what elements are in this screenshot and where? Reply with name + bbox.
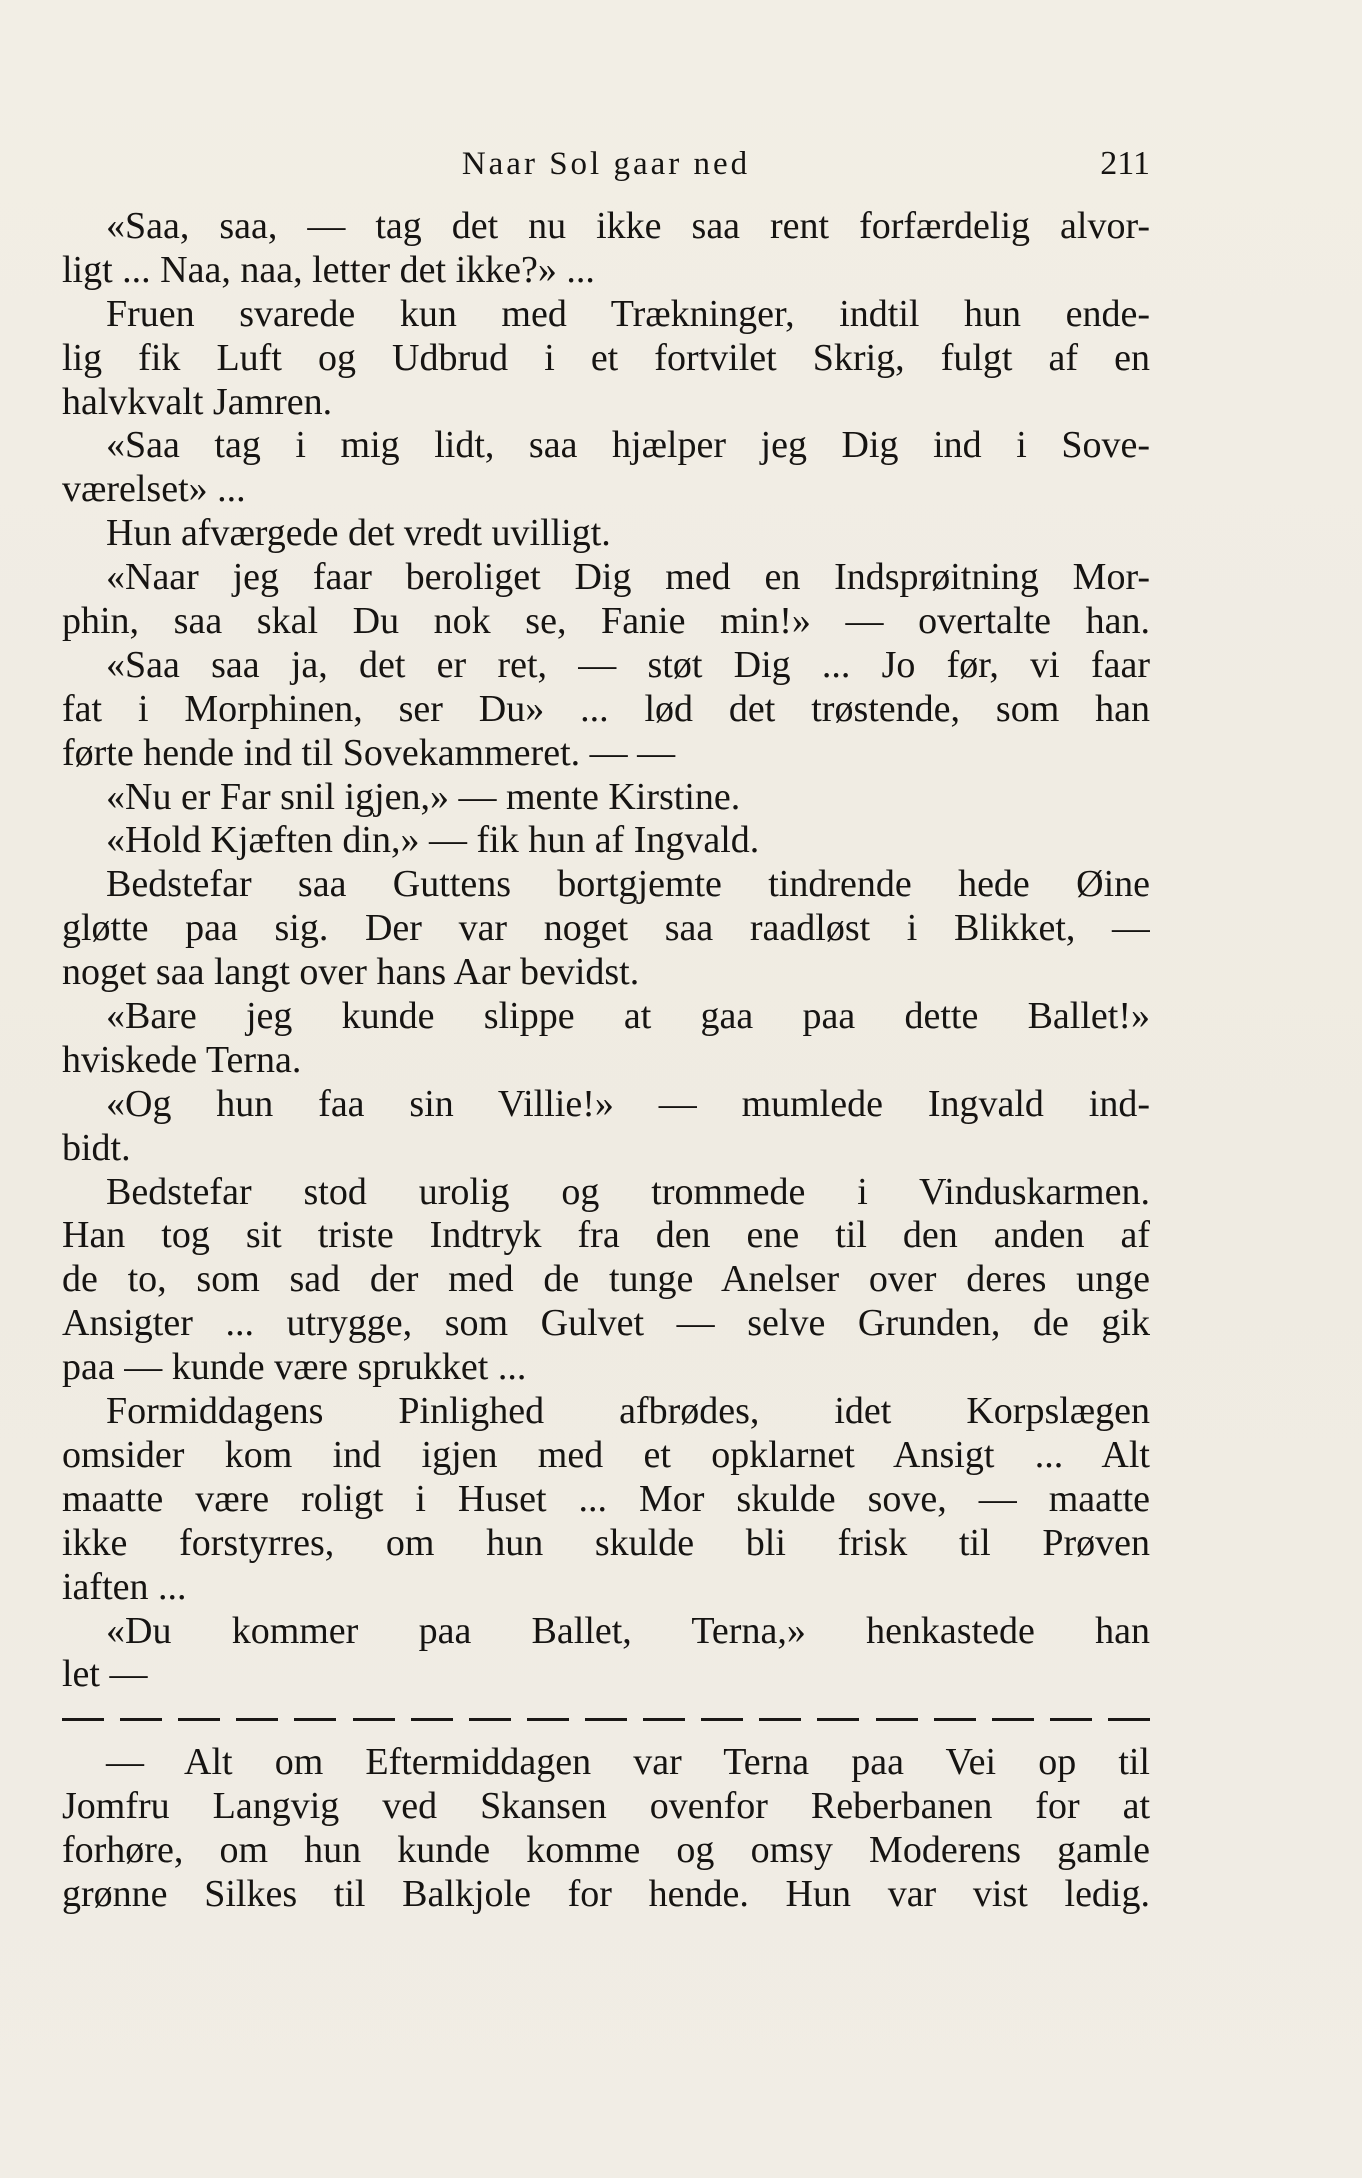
divider-dash xyxy=(353,1718,395,1721)
text-line: ligt ... Naa, naa, letter det ikke?» ... xyxy=(62,248,595,291)
divider-dash xyxy=(585,1718,627,1721)
divider-dash xyxy=(62,1718,104,1721)
text-line: fat i Morphinen, ser Du» ... lød det trøstende, som han xyxy=(62,687,1150,730)
running-head: Naar Sol gaar ned xyxy=(461,146,751,182)
text-line: iaften ... xyxy=(62,1565,187,1608)
text-line: værelset» ... xyxy=(62,468,246,511)
text-line: førte hende ind til Sovekammeret. — — xyxy=(62,731,676,774)
text-line: «Saa, saa, — tag det nu ikke saa rent forfærdelig alvor- xyxy=(106,205,1150,247)
divider-dash xyxy=(643,1718,685,1721)
text-line: noget saa langt over hans Aar bevidst. xyxy=(62,951,640,994)
text-line: gløtte paa sig. Der var noget saa raadløst i Blikket, — xyxy=(62,907,1150,950)
divider-dash xyxy=(1050,1718,1092,1721)
page-number: 211 xyxy=(1100,145,1150,182)
divider-dash xyxy=(294,1718,336,1721)
dashed-divider xyxy=(62,1697,1150,1741)
text-line: «Hold Kjæften din,» — fik hun af Ingvald. xyxy=(106,819,760,862)
divider-dash xyxy=(469,1718,511,1721)
text-line: Han tog sit triste Indtryk fra den ene til den anden af xyxy=(62,1214,1150,1257)
text-line: forhøre, om hun kunde komme og omsy Moderens gamle xyxy=(62,1828,1150,1871)
text-line: «Du kommer paa Ballet, Terna,» henkastede han xyxy=(106,1609,1150,1652)
divider-dash xyxy=(876,1718,918,1721)
text-line: Formiddagens Pinlighed afbrødes, idet Korpslægen xyxy=(106,1390,1150,1433)
divider-dash xyxy=(120,1718,162,1721)
text-line: Bedstefar saa Guttens bortgjemte tindrende hede Øine xyxy=(106,863,1150,906)
divider-dash xyxy=(701,1718,743,1721)
divider-dash xyxy=(411,1718,453,1721)
text-line: «Og hun faa sin Villie!» — mumlede Ingvald ind- xyxy=(106,1082,1150,1125)
divider-dash xyxy=(934,1718,976,1721)
text-line: Ansigter ... utrygge, som Gulvet — selve Grunden, de gik xyxy=(62,1302,1150,1345)
text-line: Jomfru Langvig ved Skansen ovenfor Reberbanen for at xyxy=(62,1785,1150,1828)
text-line: bidt. xyxy=(62,1126,131,1169)
text-line: phin, saa skal Du nok se, Fanie min!» — overtalte han. xyxy=(62,600,1150,643)
page-header xyxy=(62,140,1150,188)
text-line: lig fik Luft og Udbrud i et fortvilet Skrig, fulgt af en xyxy=(62,336,1150,379)
divider-dash xyxy=(759,1718,801,1721)
text-line: «Bare jeg kunde slippe at gaa paa dette Ballet!» xyxy=(106,995,1150,1038)
body-text xyxy=(62,205,1150,1917)
text-line: halvkvalt Jamren. xyxy=(62,380,333,423)
text-line: Fruen svarede kun med Trækninger, indtil hun ende- xyxy=(106,292,1150,335)
text-line: — Alt om Eftermiddagen var Terna paa Vei op til xyxy=(106,1741,1150,1784)
text-line: maatte være roligt i Huset ... Mor skulde sove, — maatte xyxy=(62,1477,1150,1520)
text-line: «Nu er Far snil igjen,» — mente Kirstine. xyxy=(106,775,741,818)
text-line: let — xyxy=(62,1653,148,1696)
divider-dash xyxy=(992,1718,1034,1721)
text-line: «Naar jeg faar beroliget Dig med en Indsprøitning Mor- xyxy=(106,556,1150,599)
text-line: «Saa saa ja, det er ret, — støt Dig ... Jo før, vi faar xyxy=(106,643,1150,686)
text-line: paa — kunde være sprukket ... xyxy=(62,1346,527,1389)
divider-dash xyxy=(236,1718,278,1721)
text-line: Hun afværgede det vredt uvilligt. xyxy=(106,512,611,555)
text-line: omsider kom ind igjen med et opklarnet Ansigt ... Alt xyxy=(62,1433,1150,1476)
text-line: hviskede Terna. xyxy=(62,1038,302,1081)
text-line: Bedstefar stod urolig og trommede i Vinduskarmen. xyxy=(106,1170,1150,1213)
text-line: grønne Silkes til Balkjole for hende. Hun var vist ledig. xyxy=(62,1872,1150,1915)
text-line: «Saa tag i mig lidt, saa hjælper jeg Dig ind i Sove- xyxy=(106,424,1150,467)
text-line: de to, som sad der med de tunge Anelser over deres unge xyxy=(62,1258,1150,1301)
text-line: ikke forstyrres, om hun skulde bli frisk til Prøven xyxy=(62,1521,1150,1564)
divider-dash xyxy=(178,1718,220,1721)
divider-dash xyxy=(817,1718,859,1721)
divider-dash xyxy=(1108,1718,1150,1721)
divider-dash xyxy=(527,1718,569,1721)
